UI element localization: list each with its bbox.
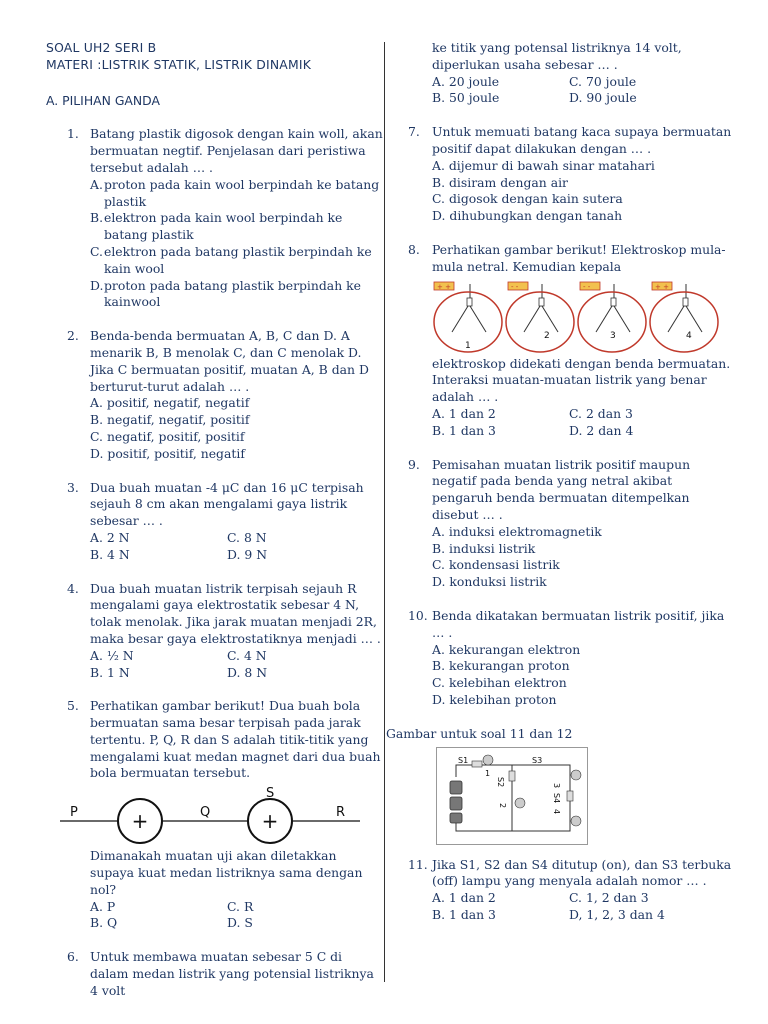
question-text: Untuk memuati batang kaca supaya bermuatan positif dapat dilakukan dengan … . xyxy=(432,124,732,156)
option-c[interactable]: C. kelebihan elektron xyxy=(432,675,567,691)
option-d[interactable]: D. kelebihan proton xyxy=(432,691,557,707)
switch-s2-icon xyxy=(509,771,515,781)
option-c[interactable]: C. 70 joule xyxy=(569,73,637,89)
question-10 xyxy=(398,608,734,709)
question-number: 1. xyxy=(67,126,79,142)
option-a[interactable]: A. ½ N xyxy=(90,647,134,663)
question-number: 7. xyxy=(408,124,420,140)
svg-text:+ +: + + xyxy=(655,282,669,291)
option-c[interactable]: C. R xyxy=(227,898,254,914)
option-b[interactable]: B. elektron pada kain wool berpindah ke batang plastik xyxy=(90,210,343,243)
point-q-label: Q xyxy=(200,805,211,821)
svg-text:+ +: + + xyxy=(437,282,451,291)
option-c[interactable]: C. elektron pada batang plastik berpindah ke kain wool xyxy=(90,243,372,276)
option-b[interactable]: B. Q xyxy=(90,915,118,931)
option-a[interactable]: A. 2 N xyxy=(90,529,130,545)
option-b[interactable]: B. induksi listrik xyxy=(432,540,536,556)
lamp-4-label: 4 xyxy=(552,808,561,814)
question-3 xyxy=(46,480,384,564)
right-column xyxy=(386,40,734,924)
battery-icon xyxy=(450,781,462,823)
question-number: 6. xyxy=(67,949,79,965)
option-d[interactable]: D. 8 N xyxy=(227,664,268,680)
option-d[interactable]: D. positif, positif, negatif xyxy=(90,445,245,461)
option-b[interactable]: B. 1 dan 3 xyxy=(432,906,496,922)
question-number: 3. xyxy=(67,479,79,495)
question-number: 10. xyxy=(408,607,428,623)
switch-s3-label: S3 xyxy=(532,755,543,765)
svg-text:- -: - - xyxy=(583,282,591,291)
question-number: 4. xyxy=(67,580,79,596)
option-a[interactable]: A. 1 dan 2 xyxy=(432,405,496,421)
question-text: ke titik yang potensal listriknya 14 volt, diperlukan usaha sebesar … . xyxy=(432,40,682,72)
sphere-right-sign: + xyxy=(261,809,279,834)
option-c[interactable]: C. negatif, positif, positif xyxy=(90,428,245,444)
question-number: 5. xyxy=(67,698,79,714)
option-b[interactable]: B. disiram dengan air xyxy=(432,174,568,190)
question-text: Benda dikatakan bermuatan listrik positif, jika … . xyxy=(432,607,725,640)
lamp-2-icon xyxy=(515,798,525,808)
option-a[interactable]: A. positif, negatif, negatif xyxy=(90,395,250,411)
figure-caption: Gambar untuk soal 11 dan 12 xyxy=(386,725,573,741)
option-d[interactable]: D. S xyxy=(227,915,253,931)
question-8 xyxy=(398,242,734,440)
question-text: Batang plastik digosok dengan kain woll, akan bermuatan negtif. Penjelasan dari peristiwa tersebut adalah … . xyxy=(90,126,383,175)
switch-s1-icon xyxy=(472,761,482,767)
options-grid xyxy=(90,899,384,933)
question-2 xyxy=(46,328,384,462)
lamp-4-icon xyxy=(571,816,581,826)
option-c[interactable]: C. 2 dan 3 xyxy=(569,405,633,421)
option-b[interactable]: B. 1 dan 3 xyxy=(432,422,496,438)
question-text: Jika S1, S2 dan S4 ditutup (on), dan S3 terbuka (off) lampu yang menyala adalah nomor … . xyxy=(432,856,732,889)
question-text: Untuk membawa muatan sebesar 5 C di dalam medan listrik yang potensial listriknya 4 volt xyxy=(90,949,374,998)
question-followup: elektroskop didekati dengan benda bermuatan. Interaksi muatan-muatan listrik yang benar adalah … . xyxy=(432,355,731,405)
section-heading: A. PILIHAN GANDA xyxy=(46,92,160,108)
point-s-label: S xyxy=(266,786,275,802)
question-7 xyxy=(398,124,734,225)
option-a[interactable]: A. kekurangan elektron xyxy=(432,641,581,657)
option-a[interactable]: A. 1 dan 2 xyxy=(432,890,496,906)
option-d[interactable]: D. 90 joule xyxy=(569,90,637,106)
lamp-3-icon xyxy=(571,770,581,780)
option-d[interactable]: D, 1, 2, 3 dan 4 xyxy=(569,906,665,922)
left-column xyxy=(46,40,384,1000)
question-6-continued xyxy=(398,40,734,107)
lamp-1-label: 1 xyxy=(485,768,491,778)
options-grid xyxy=(432,890,734,924)
electroscope-figure xyxy=(430,278,730,354)
svg-text:- -: - - xyxy=(511,282,519,291)
option-c[interactable]: C. digosok dengan kain sutera xyxy=(432,191,623,207)
question-number: 9. xyxy=(408,456,420,472)
option-d[interactable]: D. proton pada batang plastik berpindah ke kainwool xyxy=(90,277,361,310)
question-text: Perhatikan gambar berikut! Dua buah bola bermuatan sama besar terpisah pada jarak tertentu. P, Q, R dan S adalah titik-titik yang mengalami kuat medan magnet dari dua buah bola bermuatan tersebut. xyxy=(90,698,381,781)
option-a[interactable]: A. P xyxy=(90,898,116,914)
options-grid xyxy=(432,406,734,440)
question-6 xyxy=(46,949,384,999)
option-a[interactable]: A. 20 joule xyxy=(432,73,500,89)
exam-subject: MATERI :LISTRIK STATIK, LISTRIK DINAMIK xyxy=(46,56,312,72)
electroscope-number: 3 xyxy=(610,330,616,341)
option-b[interactable]: B. kekurangan proton xyxy=(432,658,570,674)
point-p-label: P xyxy=(70,805,78,821)
option-a[interactable]: A. dijemur di bawah sinar matahari xyxy=(432,157,655,173)
column-divider xyxy=(384,42,385,982)
sphere-left-sign: + xyxy=(131,809,149,834)
lamp-3-label: 3 xyxy=(552,782,561,788)
options-grid xyxy=(90,530,384,564)
switch-s4-label: S4 xyxy=(552,792,561,803)
question-number: 2. xyxy=(67,328,79,344)
question-text: Dua buah muatan -4 μC dan 16 μC terpisah sejauh 8 cm akan mengalami gaya listrik sebesar … . xyxy=(90,479,364,529)
switch-s4-icon xyxy=(567,791,573,801)
options-grid xyxy=(432,74,734,108)
option-b[interactable]: B. 1 N xyxy=(90,664,130,680)
question-text: Perhatikan gambar berikut! Elektroskop mula-mula netral. Kemudian kepala xyxy=(432,241,726,274)
option-a[interactable]: A. induksi elektromagnetik xyxy=(432,523,602,539)
option-b[interactable]: B. negatif, negatif, positif xyxy=(90,412,250,428)
switch-s2-label: S2 xyxy=(496,776,505,787)
option-b[interactable]: B. 4 N xyxy=(90,546,130,562)
option-d[interactable]: D. 9 N xyxy=(227,546,268,562)
option-a[interactable]: A. proton pada kain wool berpindah ke batang plastik xyxy=(90,176,380,209)
electroscope-1 xyxy=(434,282,502,352)
question-5 xyxy=(46,698,384,932)
option-b[interactable]: B. 50 joule xyxy=(432,90,500,106)
circuit-diagram xyxy=(436,747,588,845)
question-text: Dua buah muatan listrik terpisah sejauh R mengalami gaya elektrostatik sebesar 4 N, tolak menolak. Jika jarak muatan menjadi 2R, maka besar gaya elektrostatiknya menjadi … . xyxy=(90,580,381,646)
question-number: 11. xyxy=(408,856,428,872)
options-grid xyxy=(90,648,384,682)
electroscope-2 xyxy=(506,282,574,352)
lamp-1-icon xyxy=(483,755,493,765)
question-11 xyxy=(398,857,734,924)
electroscope-number: 4 xyxy=(686,330,692,341)
option-d[interactable]: D. dihubungkan dengan tanah xyxy=(432,208,623,224)
question-followup: Dimanakah muatan uji akan diletakkan supaya kuat medan listriknya sama dengan nol? xyxy=(90,848,363,897)
electroscope-number: 2 xyxy=(544,330,550,341)
exam-title: SOAL UH2 SERI B xyxy=(46,40,157,55)
electroscope-number: 1 xyxy=(465,340,471,351)
question-number: 8. xyxy=(408,241,420,257)
option-c[interactable]: C. 8 N xyxy=(227,529,267,545)
option-d[interactable]: D. konduksi listrik xyxy=(432,574,547,590)
question-text: Pemisahan muatan listrik positif maupun negatif pada benda yang netral akibat pengaruh benda bermuatan ditempelkan disebut … . xyxy=(432,456,691,522)
question-9 xyxy=(398,457,734,591)
electroscope-4 xyxy=(650,282,718,352)
option-c[interactable]: C. 1, 2 dan 3 xyxy=(569,890,649,906)
question-1 xyxy=(46,126,384,311)
option-c[interactable]: C. kondensasi listrik xyxy=(432,557,560,573)
question-text: Benda-benda bermuatan A, B, C dan D. A menarik B, B menolak C, dan C menolak D. Jika C bermuatan positif, muatan A, B dan D berturut-turut adalah … . xyxy=(90,328,369,394)
option-c[interactable]: C. 4 N xyxy=(227,647,267,663)
charged-spheres-figure xyxy=(60,786,360,844)
point-r-label: R xyxy=(336,805,346,821)
question-4 xyxy=(46,581,384,682)
electroscope-3 xyxy=(578,282,646,352)
option-d[interactable]: D. 2 dan 4 xyxy=(569,422,634,438)
lamp-2-label: 2 xyxy=(498,802,507,808)
switch-s1-label: S1 xyxy=(458,755,469,765)
